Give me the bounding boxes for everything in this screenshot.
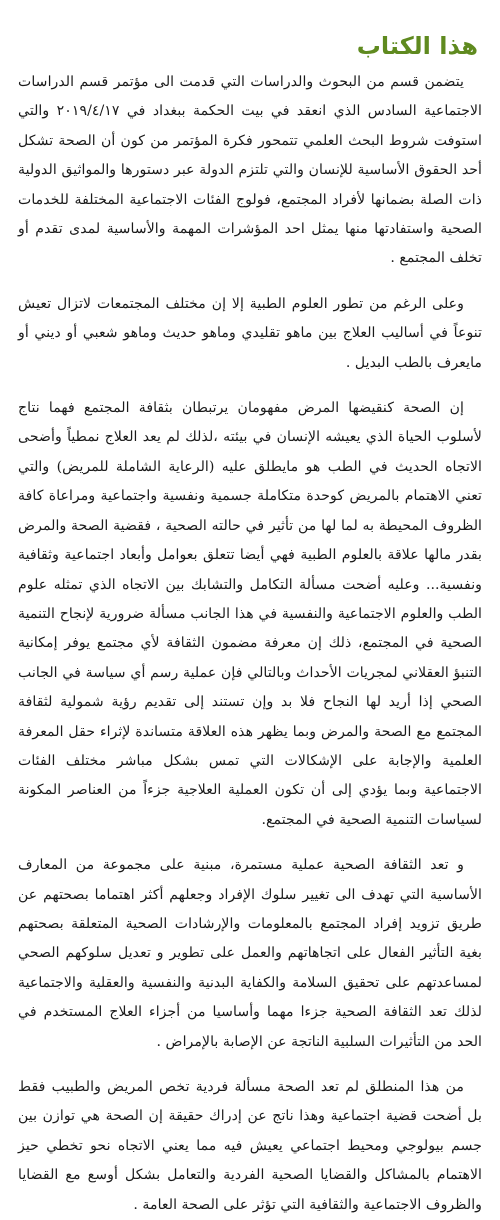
paragraph-3: إن الصحة كنقيضها المرض مفهومان يرتبطان بثقافة المجتمع فهما نتاج لأسلوب الحياة الذي يعيشه الإنسان في بيئته ،لذلك لم يعد العلاج نمطياً وأضحى الاتجاه الحديث في الطب هو مايطلق عليه (الرعاية الشاملة للمريض) والتي تعني الاهتمام بالمريض كوحدة متكاملة جسمية ونفسية واجتماعية ومراعاة كافة الظروف المحيطة به لما لها من تأثير في حالته الصحية ، فقضية الصحة والمرض بقدر مالها علاقة بالعلوم الطبية فهي أيضا تتعلق بعوامل وأبعاد اجتماعية وثقافية ونفسية... وعليه أضحت مسألة التكامل والتشابك بين الاتجاه الذي تمثله علوم الطب والعلوم الاجتماعية والنفسية في هذا الجانب مسألة ضرورية لإنجاح التنمية الصحية في المجتمع، ذلك إن معرفة مضمون الثقافة لأي مجتمع يوفر إمكانية التنبؤ العقلاني لمجريات الأحداث وبالتالي فإن عملية رسم أي سياسة في الجانب الصحي إذا أريد لها النجاح فلا بد وإن تستند إلى تقديم رؤية شمولية لثقافة المجتمع مع الصحة والمرض وبما يظهر هذه العلاقة متساندة لإثراء حقل المعرفة العلمية والإجابة على الإشكالات التي تمس بشكل مباشر مختلف الفئات الاجتماعية وبما يؤدي إلى أن تكون العملية العلاجية جزءاً من العناصر المكونة لسياسات التنمية الصحية في المجتمع. — [18, 400, 482, 828]
paragraph-5: من هذا المنطلق لم تعد الصحة مسألة فردية تخص المريض والطبيب فقط بل أضحت قضية اجتماعية وهذا ناتج عن إدراك حقيقة إن الصحة هي توازن بين جسم بيولوجي ومحيط اجتماعي يعيش فيه مما يعني الاتجاه نحو تخطي حيز الاهتمام بالمشاكل والقضايا الصحية الفردية والتعامل بشكل أوسع مع القضايا والظروف الاجتماعية والثقافية التي تؤثر على الصحة العامة . — [18, 1079, 482, 1213]
paragraph-4: و تعد الثقافة الصحية عملية مستمرة، مبنية على مجموعة من المعارف الأساسية التي تهدف الى تغيير سلوك الإفراد وجعلهم أكثر اهتماما بصحتهم عن طريق تزويد إفراد المجتمع بالمعلومات والإرشادات الصحية المتعلقة بصحتهم بغية التأثير الفعال على اتجاهاتهم والعمل على تطوير و تعديل سلوكهم الصحي لمساعدتهم على تحقيق السلامة والكفاية البدنية والنفسية والعقلية والاجتماعية لذلك تعد الثقافة الصحية جزءا مهما وأساسيا من أجزاء العلاج المستخدم في الحد من التأثيرات السلبية الناتجة عن الإصابة بالإمراض . — [18, 857, 482, 1050]
section-title: هذا الكتاب — [356, 32, 478, 60]
paragraph-2: وعلى الرغم من تطور العلوم الطبية إلا إن مختلف المجتمعات لاتزال تعيش تنوعاً في أساليب العلاج بين ماهو تقليدي وماهو حديث وماهو شعبي أو ديني أو مايعرف بالطب البديل . — [18, 295, 482, 371]
paragraph-1: يتضمن قسم من البحوث والدراسات التي قدمت الى مؤتمر قسم الدراسات الاجتماعية السادس الذي انعقد في بيت الحكمة ببغداد في ٢٠١٩/٤/١٧ والتي استوفت شروط البحث العلمي تتمحور فكرة المؤتمر من كون أن الصحة تشكل أحد الحقوق الأساسية للإنسان والتي تلتزم الدولة عبر دستورها والمواثيق الدولية ذات الصلة بضمانها لأفراد المجتمع، فولوج الفئات الاجتماعية المختلفة للخدمات الصحية واستفادتها منها يمثل احد المؤشرات المهمة والأساسية لمدى تقدم أو تخلف المجتمع . — [18, 74, 482, 267]
